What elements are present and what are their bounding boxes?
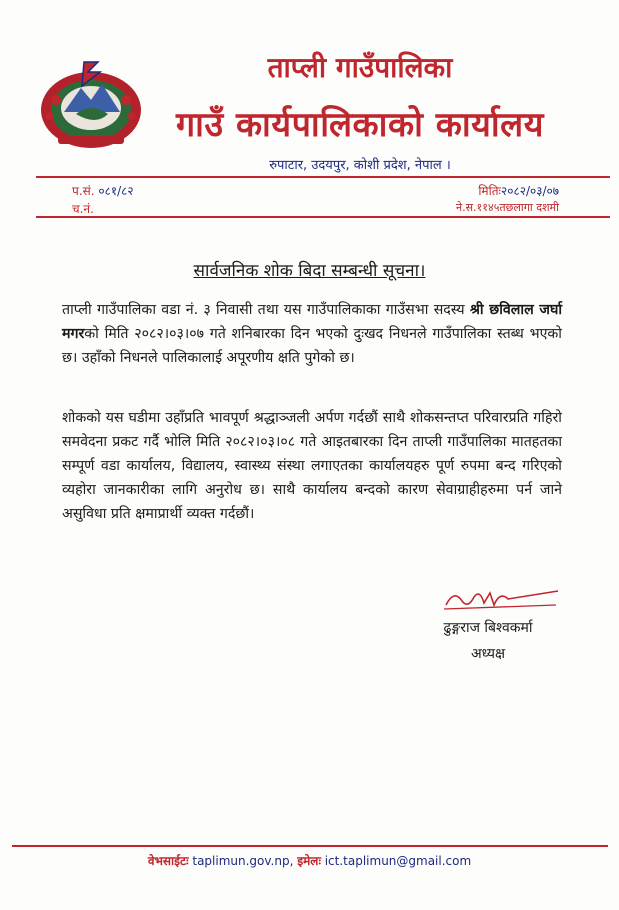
office-name: गाउँ कार्यपालिकाको कार्यालय: [176, 105, 544, 145]
notice-paragraph-2: शोकको यस घडीमा उहाँप्रति भावपूर्ण श्रद्धाञ्जली अर्पण गर्दछौं साथै शोकसन्तप्त परिवारप्रति गहिरो समवेदना प्रकट गर्दै भोलि मिति २०८२।०३।०८ गते आइतबारका दिन ताप्ली गाउँपालिका मातहतका सम्पूर्ण वडा कार्यालय, विद्यालय, स्वास्थ्य संस्था लगाएतका कार्यालयहरु पूर्ण रुपमा बन्द गरिएको व्यहोरा जानकारीका लागि अनुरोध छ। साथै कार्यालय बन्दको कारण सेवाग्राहीहरुमा पर्न जाने असुविधा प्रति क्षमाप्रार्थी व्यक्त गर्दछौं।: [62, 410, 562, 522]
footer-contact: [0, 852, 619, 869]
office-address: रुपाटार, उदयपुर, कोशी प्रदेश, नेपाल ।: [269, 158, 451, 173]
dispatch-number: [72, 200, 94, 217]
deceased-name: श्री छविलाल जर्घा मगर: [62, 302, 562, 342]
website-link[interactable]: taplimun.gov.np,: [192, 854, 294, 868]
email-label: इमेलः: [297, 854, 321, 868]
notice-title: सार्वजनिक शोक बिदा सम्बन्धी सूचना।: [193, 261, 426, 281]
header-rule-top: [36, 176, 610, 178]
reference-value: ०८१/८२: [98, 184, 134, 198]
reference-label: प.सं.: [72, 184, 95, 198]
notice-paragraph-1: [62, 298, 562, 370]
email-link[interactable]: ict.taplimun@gmail.com: [324, 854, 472, 868]
reference-number: [72, 182, 134, 199]
date-label: मितिः: [478, 184, 501, 198]
signatory-name: ढुङ्गराज बिश्वकर्मा: [443, 620, 533, 636]
paragraph-1-rest: को मिति २०८२।०३।०७ गते शनिबारका दिन भएको दुःखद निधनले गाउँपालिका स्तब्ध भएको छ। उहाँको निधनले पालिकालाई अपूरणीय क्षति पुगेको छ।: [62, 326, 562, 366]
nepal-sambat-date: ने.स.११४५तछलागा दशमी: [456, 201, 559, 214]
footer-rule: [12, 845, 608, 847]
dispatch-label: च.नं.: [72, 202, 94, 216]
signatory-title: अध्यक्ष: [470, 646, 506, 662]
paragraph-1-intro: ताप्ली गाउँपालिका वडा नं. ३ निवासी तथा यस गाउँपालिकाका गाउँसभा सदस्य: [62, 302, 470, 318]
letter-date: [478, 182, 559, 199]
date-value: २०८२/०३/०७: [500, 184, 559, 198]
nepal-emblem-logo: [36, 52, 146, 152]
municipality-name: ताप्ली गाउँपालिका: [267, 51, 453, 84]
website-label: वेभसाईटः: [147, 854, 189, 868]
handwritten-signature: [440, 583, 562, 615]
header-rule-bottom: [36, 216, 610, 218]
